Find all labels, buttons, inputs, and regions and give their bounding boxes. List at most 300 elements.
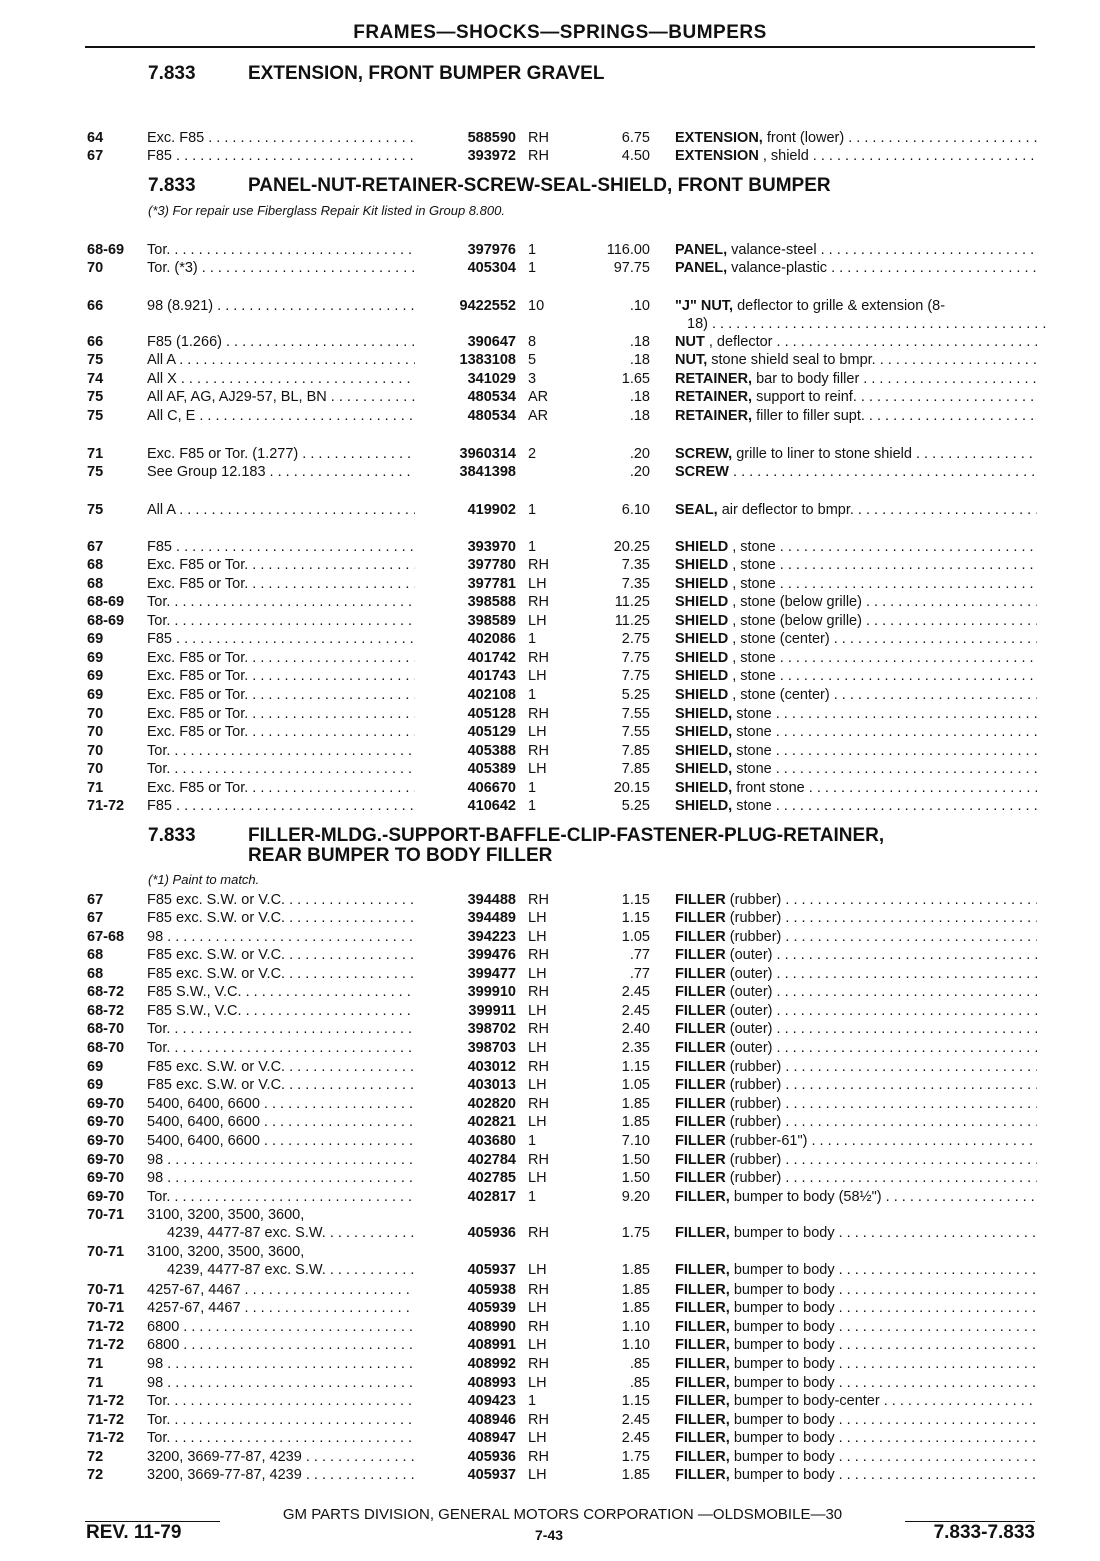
usage	[147, 445, 415, 463]
leader-dots	[857, 389, 1037, 405]
description-name: SHIELD	[675, 650, 729, 666]
table-row	[0, 388, 1100, 406]
leader-dots	[326, 1262, 415, 1278]
description	[675, 1466, 1037, 1484]
part-number: 393970	[467, 539, 516, 555]
table-row	[0, 928, 1100, 946]
leader-dots	[248, 724, 415, 740]
leader-dots	[781, 1170, 1037, 1186]
price: 1.10	[621, 1319, 650, 1335]
quantity: 1	[528, 1133, 537, 1149]
leader-dots	[776, 557, 1037, 573]
usage	[147, 556, 415, 574]
table-row	[0, 351, 1100, 369]
model-year: 72	[87, 1449, 104, 1465]
description-text: (outer)	[729, 966, 773, 982]
leader-dots	[248, 576, 415, 592]
usage	[147, 1374, 415, 1392]
usage-text: Tor.	[147, 594, 171, 610]
table-row	[0, 538, 1100, 556]
price: 5.25	[621, 687, 650, 703]
price: 7.55	[621, 724, 650, 740]
leader-dots	[835, 1225, 1037, 1241]
usage	[147, 297, 415, 315]
leader-dots	[248, 706, 415, 722]
usage	[147, 575, 415, 593]
description-text: stone	[736, 798, 772, 814]
usage-text: F85	[147, 148, 172, 164]
description-text: valance-plastic	[731, 260, 828, 276]
model-year: 66	[87, 334, 104, 350]
price: 7.35	[621, 557, 650, 573]
description-name: SHIELD	[675, 594, 729, 610]
description-name: FILLER	[675, 1152, 726, 1168]
price: 20.25	[613, 539, 650, 555]
price: 1.75	[621, 1225, 650, 1241]
quantity: 5	[528, 352, 537, 368]
part-number: 398703	[467, 1040, 516, 1056]
description	[675, 445, 1037, 463]
description	[675, 1151, 1037, 1169]
description-name: FILLER,	[675, 1375, 730, 1391]
leader-dots	[844, 130, 1037, 146]
part-number: 394223	[467, 929, 516, 945]
leader-dots	[260, 1096, 415, 1112]
usage-text: All A	[147, 352, 176, 368]
description-text: , stone	[732, 576, 776, 592]
part-number: 405128	[467, 706, 516, 722]
usage-text: 98 (8.921)	[147, 298, 214, 314]
leader-dots	[772, 724, 1037, 740]
table-row-cont	[0, 1224, 1100, 1242]
leader-dots	[248, 668, 415, 684]
usage	[147, 388, 415, 406]
usage-text: Tor.	[147, 743, 171, 759]
part-number: 402086	[467, 631, 516, 647]
part-number: 405936	[467, 1449, 516, 1465]
description-name: FILLER	[675, 984, 726, 1000]
usage	[147, 1020, 415, 1038]
price: 6.75	[621, 130, 650, 146]
usage-text: 4257-67, 4467	[147, 1300, 241, 1316]
usage	[147, 1076, 415, 1094]
quantity: RH	[528, 1021, 549, 1037]
leader-dots	[302, 1467, 415, 1483]
part-number: 394488	[467, 892, 516, 908]
leader-dots	[862, 594, 1037, 610]
leader-dots	[213, 298, 415, 314]
usage-text: Tor.	[147, 1189, 171, 1205]
model-year: 75	[87, 502, 104, 518]
part-number: 588590	[467, 130, 516, 146]
model-year: 70	[87, 724, 104, 740]
description	[675, 946, 1037, 964]
usage	[147, 1058, 415, 1076]
table-row	[0, 723, 1100, 741]
leader-dots	[776, 668, 1037, 684]
price: 1.05	[621, 929, 650, 945]
description-text: valance-steel	[731, 242, 817, 258]
description-name: SHIELD,	[675, 743, 733, 759]
part-number: 405129	[467, 724, 516, 740]
usage-text: F85	[147, 798, 172, 814]
leader-dots	[170, 1021, 415, 1037]
price: 7.75	[621, 668, 650, 684]
usage-text: Exc. F85 or Tor.	[147, 557, 249, 573]
description	[675, 538, 1037, 556]
price: 1.50	[621, 1152, 650, 1168]
quantity: RH	[528, 1059, 549, 1075]
description-name: SHIELD	[675, 687, 729, 703]
usage-text: 98	[147, 1152, 164, 1168]
description	[675, 1188, 1037, 1206]
model-year: 68-69	[87, 613, 125, 629]
description	[675, 1002, 1037, 1020]
description-name: FILLER,	[675, 1449, 730, 1465]
description-name: RETAINER,	[675, 389, 753, 405]
footer-publisher: GM PARTS DIVISION, GENERAL MOTORS CORPORATION —OLDSMOBILE—30	[282, 1506, 843, 1523]
description-text: bumper to body	[733, 1282, 835, 1298]
description-name: FILLER,	[675, 1319, 730, 1335]
part-number: 397780	[467, 557, 516, 573]
usage	[147, 797, 415, 815]
part-number: 405938	[467, 1282, 516, 1298]
leader-dots	[809, 148, 1037, 164]
description	[675, 1113, 1037, 1131]
table-row	[0, 1095, 1100, 1113]
description	[675, 1132, 1037, 1150]
table-row	[0, 891, 1100, 909]
leader-dots	[285, 947, 415, 963]
usage	[147, 686, 415, 704]
description	[675, 556, 1037, 574]
usage-text: F85 (1.266)	[147, 334, 222, 350]
usage-text: See Group 12.183	[147, 464, 266, 480]
table-row	[0, 760, 1100, 778]
leader-dots	[285, 892, 415, 908]
description-name: FILLER	[675, 1003, 726, 1019]
leader-dots	[248, 687, 415, 703]
price: 2.35	[621, 1040, 650, 1056]
model-year: 68-70	[87, 1040, 125, 1056]
usage	[147, 1448, 415, 1466]
description-text: air deflector to bmpr.	[721, 502, 854, 518]
model-year: 70	[87, 761, 104, 777]
table-row	[0, 1392, 1100, 1410]
model-year: 70	[87, 743, 104, 759]
table-row-cont	[0, 1261, 1100, 1279]
footer-section-ref: 7.833-7.833	[933, 1522, 1035, 1543]
price: .10	[629, 298, 650, 314]
table-row	[0, 1188, 1100, 1206]
leader-dots	[772, 761, 1037, 777]
leader-dots	[266, 464, 415, 480]
description	[675, 1336, 1037, 1354]
part-number: 3841398	[459, 464, 516, 480]
description-name: SHIELD	[675, 668, 729, 684]
usage	[147, 1299, 415, 1317]
price: .18	[629, 352, 650, 368]
part-number: 408991	[467, 1337, 516, 1353]
description	[675, 147, 1037, 165]
usage	[147, 983, 415, 1001]
quantity: LH	[528, 1337, 547, 1353]
leader-dots	[175, 352, 415, 368]
description-name: SHIELD,	[675, 724, 733, 740]
price: 2.45	[621, 1430, 650, 1446]
table-row	[0, 630, 1100, 648]
leader-dots	[170, 242, 415, 258]
leader-dots	[285, 1059, 415, 1075]
model-year: 71-72	[87, 1412, 125, 1428]
section-title	[148, 826, 884, 845]
description-name: FILLER,	[675, 1225, 730, 1241]
usage	[147, 1188, 415, 1206]
description-text: bumper to body	[733, 1337, 835, 1353]
leader-dots	[835, 1337, 1037, 1353]
price: 11.25	[614, 613, 650, 629]
usage-text: 3200, 3669-77-87, 4239	[147, 1449, 302, 1465]
description-name: FILLER	[675, 947, 726, 963]
quantity: 1	[528, 780, 537, 796]
description	[675, 891, 1037, 909]
table-row	[0, 129, 1100, 147]
usage-text: 5400, 6400, 6600	[147, 1133, 260, 1149]
leader-dots	[781, 1077, 1037, 1093]
leader-dots	[830, 631, 1037, 647]
usage-text: All A	[147, 502, 176, 518]
description-text: bumper to body	[733, 1412, 835, 1428]
description	[675, 1058, 1037, 1076]
model-year: 68	[87, 947, 104, 963]
table-row	[0, 946, 1100, 964]
model-year: 71-72	[87, 798, 125, 814]
description-name: SHIELD	[675, 613, 729, 629]
model-year: 69	[87, 687, 104, 703]
table-row	[0, 1132, 1100, 1150]
usage-text: Exc. F85 or Tor.	[147, 724, 249, 740]
description-name: EXTENSION	[675, 148, 759, 164]
usage-text: All AF, AG, AJ29-57, BL, BN	[147, 389, 327, 405]
quantity: AR	[528, 408, 549, 424]
leader-dots	[285, 910, 415, 926]
model-year: 70-71	[87, 1207, 125, 1223]
leader-dots	[170, 1430, 415, 1446]
quantity: 2	[528, 446, 537, 462]
leader-dots	[170, 1393, 415, 1409]
model-year: 71-72	[87, 1430, 125, 1446]
part-number: 405389	[467, 761, 516, 777]
usage-text: Tor.	[147, 242, 171, 258]
table-row	[0, 241, 1100, 259]
leader-dots	[179, 1319, 415, 1335]
leader-dots	[241, 1282, 415, 1298]
part-number: 390647	[467, 334, 516, 350]
model-year: 75	[87, 408, 104, 424]
description	[675, 333, 1037, 351]
table-row	[0, 686, 1100, 704]
quantity: LH	[528, 576, 547, 592]
description	[675, 1448, 1037, 1466]
quantity: RH	[528, 650, 549, 666]
description-name: FILLER	[675, 1040, 726, 1056]
description-text: front (lower)	[766, 130, 845, 146]
model-year: 68-70	[87, 1021, 125, 1037]
table-row	[0, 1281, 1100, 1299]
quantity: 1	[528, 1189, 537, 1205]
part-number: 397976	[467, 242, 516, 258]
part-number: 398589	[467, 613, 516, 629]
usage	[147, 259, 415, 277]
description-text: bar to body filler	[756, 371, 860, 387]
part-number: 398702	[467, 1021, 516, 1037]
model-year: 69	[87, 668, 104, 684]
usage	[147, 1466, 415, 1484]
leader-dots	[876, 352, 1037, 368]
model-year: 68-72	[87, 1003, 125, 1019]
table-row	[0, 370, 1100, 388]
leader-dots	[912, 446, 1037, 462]
leader-dots	[781, 929, 1037, 945]
quantity: RH	[528, 892, 549, 908]
price: 4.50	[621, 148, 650, 164]
usage-text: F85	[147, 539, 172, 555]
leader-dots	[835, 1319, 1037, 1335]
usage-text: Exc. F85 or Tor.	[147, 780, 249, 796]
description-name: RETAINER,	[675, 408, 753, 424]
part-number: 402817	[467, 1189, 516, 1205]
table-row	[0, 147, 1100, 165]
quantity: LH	[528, 1262, 547, 1278]
description-name: FILLER	[675, 1059, 726, 1075]
part-number: 403012	[467, 1059, 516, 1075]
description	[675, 259, 1037, 277]
header-rule	[85, 46, 1035, 48]
model-year: 68-69	[87, 594, 125, 610]
quantity: LH	[528, 613, 547, 629]
usage	[147, 1095, 415, 1113]
model-year: 69-70	[87, 1170, 125, 1186]
usage-text: Tor.	[147, 1412, 171, 1428]
part-number: 9422552	[459, 298, 516, 314]
usage	[147, 1281, 415, 1299]
price: 2.45	[621, 1412, 650, 1428]
description	[675, 1020, 1037, 1038]
leader-dots	[326, 1225, 415, 1241]
usage	[147, 1429, 415, 1447]
description	[675, 705, 1037, 723]
price: 2.40	[621, 1021, 650, 1037]
description-text: stone	[736, 706, 772, 722]
price: .20	[629, 464, 650, 480]
description	[675, 909, 1037, 927]
usage-text: Tor.	[147, 761, 171, 777]
description	[675, 742, 1037, 760]
quantity: 1	[528, 631, 537, 647]
usage-text: F85	[147, 631, 172, 647]
leader-dots	[708, 316, 1049, 332]
description-name: FILLER	[675, 1114, 726, 1130]
usage	[147, 1169, 415, 1187]
usage	[147, 965, 415, 983]
table-row	[0, 1411, 1100, 1429]
usage-text: Tor.	[147, 1040, 171, 1056]
description-name: SHIELD	[675, 539, 729, 555]
description-text: , shield	[762, 148, 809, 164]
part-number: 403013	[467, 1077, 516, 1093]
model-year: 67-68	[87, 929, 125, 945]
description	[675, 686, 1037, 704]
description	[675, 1374, 1037, 1392]
quantity: LH	[528, 1467, 547, 1483]
leader-dots	[163, 1356, 415, 1372]
leader-dots	[835, 1467, 1037, 1483]
leader-dots	[170, 743, 415, 759]
section-heading: PANEL-NUT-RETAINER-SCREW-SEAL-SHIELD, FRONT BUMPER	[248, 175, 831, 196]
quantity: LH	[528, 910, 547, 926]
description	[675, 1095, 1037, 1113]
price: 1.05	[621, 1077, 650, 1093]
description-name: SHIELD,	[675, 761, 733, 777]
leader-dots	[781, 910, 1037, 926]
price: 6.10	[621, 502, 650, 518]
part-number: 410642	[467, 798, 516, 814]
leader-dots	[179, 1337, 415, 1353]
price: 1.15	[621, 1059, 650, 1075]
description-text: , stone (center)	[732, 687, 830, 703]
usage-cont-text: 4239, 4477-87 exc. S.W.	[167, 1262, 326, 1278]
price: 11.25	[614, 594, 650, 610]
table-row	[0, 1318, 1100, 1336]
table-row	[0, 1448, 1100, 1466]
model-year: 69	[87, 650, 104, 666]
table-row	[0, 612, 1100, 630]
leader-dots	[163, 1170, 415, 1186]
description	[675, 593, 1037, 611]
leader-dots	[285, 966, 415, 982]
usage	[147, 891, 415, 909]
description-text: bumper to body	[733, 1430, 835, 1446]
part-number: 406670	[467, 780, 516, 796]
price: .20	[629, 446, 650, 462]
part-number: 402821	[467, 1114, 516, 1130]
usage-text: F85 S.W., V.C.	[147, 984, 242, 1000]
price: 1.65	[621, 371, 650, 387]
usage	[147, 705, 415, 723]
description-cont-text: 18)	[687, 316, 708, 332]
table-row	[0, 649, 1100, 667]
usage	[147, 463, 415, 481]
quantity: RH	[528, 130, 549, 146]
quantity: LH	[528, 966, 547, 982]
price: 7.85	[621, 761, 650, 777]
part-number: 405388	[467, 743, 516, 759]
leader-dots	[859, 371, 1037, 387]
usage-text: 98	[147, 929, 164, 945]
usage-text: 3100, 3200, 3500, 3600,	[147, 1207, 305, 1223]
model-year: 71-72	[87, 1337, 125, 1353]
part-number: 402820	[467, 1096, 516, 1112]
description-text: , stone	[732, 668, 776, 684]
usage-text: F85 exc. S.W. or V.C.	[147, 910, 286, 926]
description-name: SHIELD,	[675, 780, 733, 796]
part-number: 399477	[467, 966, 516, 982]
usage-text: F85 exc. S.W. or V.C.	[147, 966, 286, 982]
usage-text: Tor.	[147, 1430, 171, 1446]
leader-dots	[807, 1133, 1037, 1149]
usage	[147, 147, 415, 165]
footer-revision: REV. 11-79	[86, 1522, 182, 1543]
